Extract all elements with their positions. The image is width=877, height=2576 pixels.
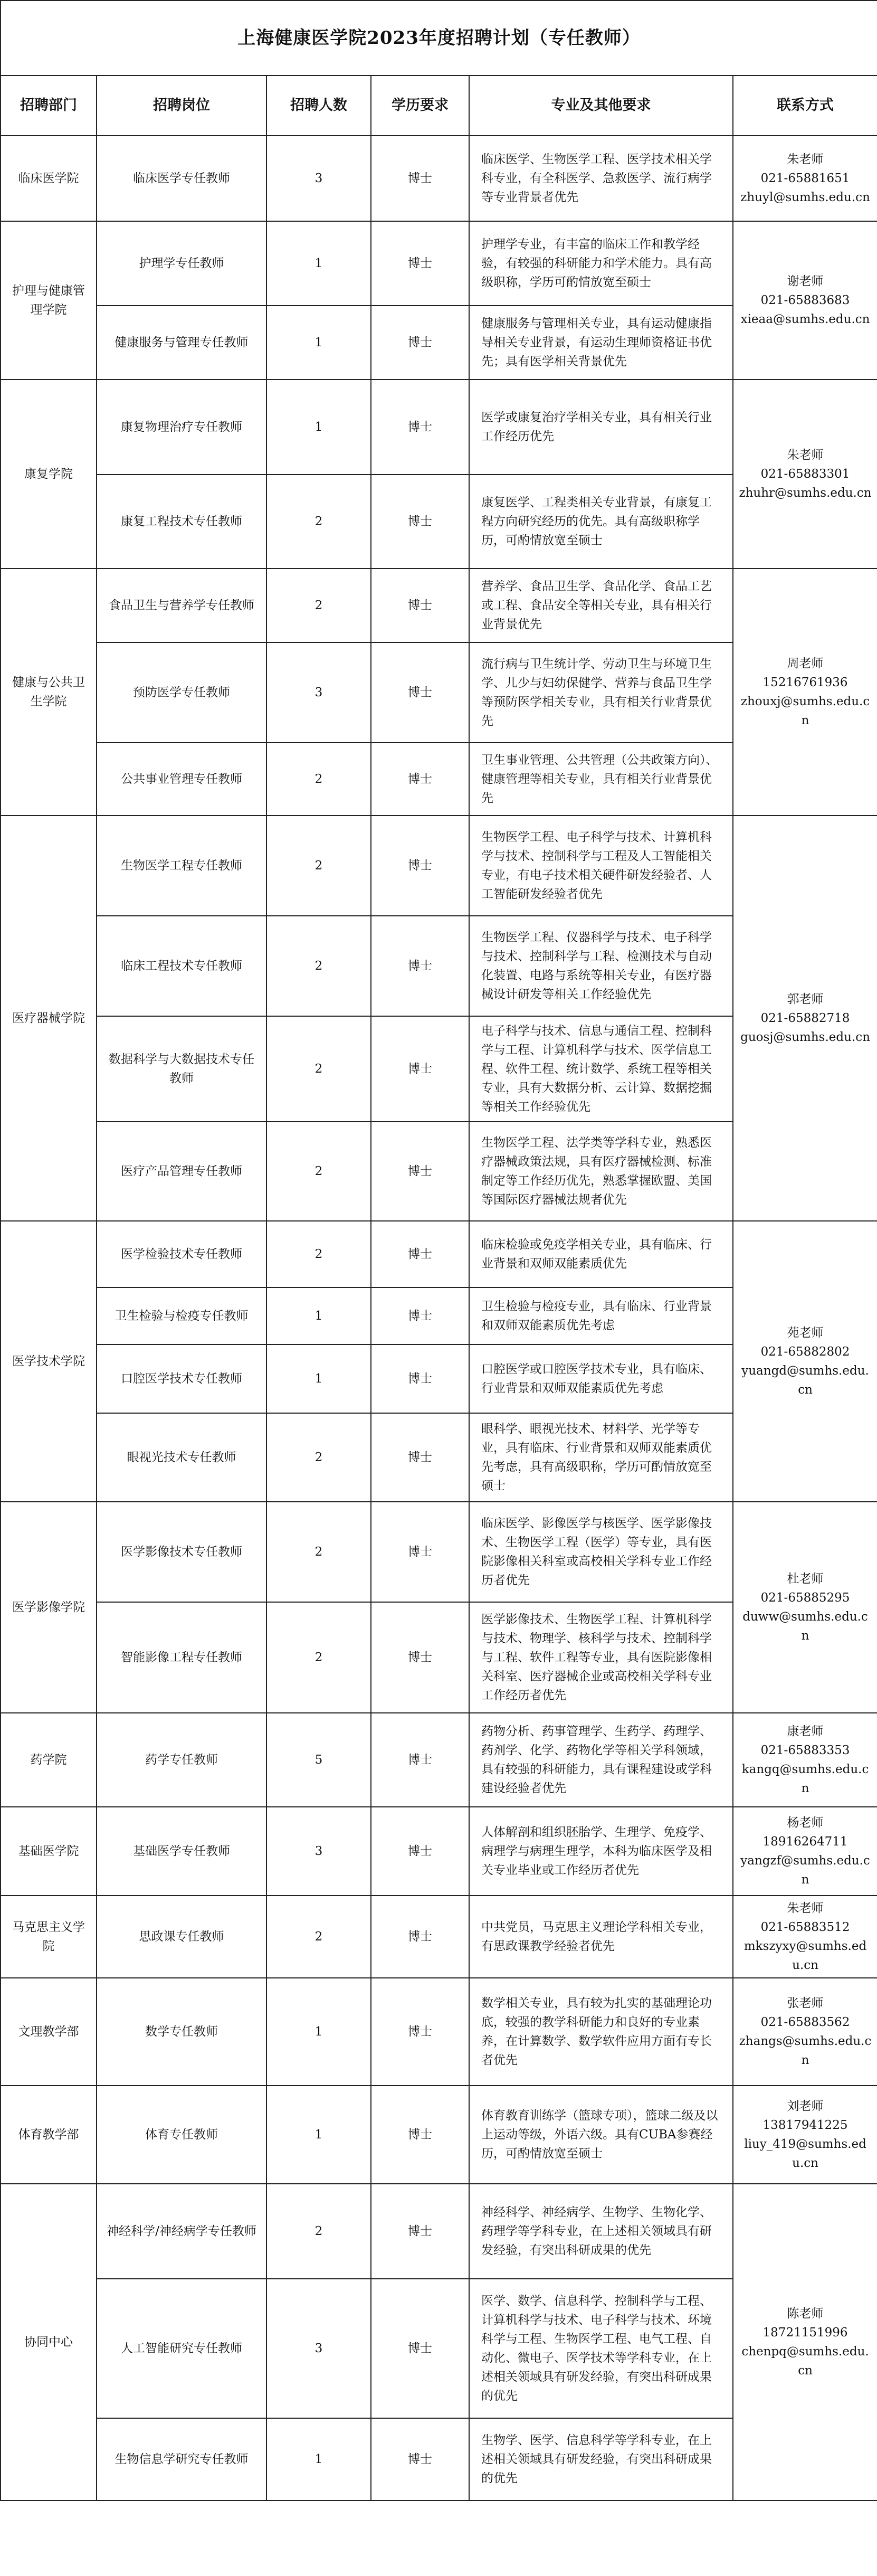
contact-email: zhuyl@sumhs.edu.cn bbox=[740, 191, 870, 204]
edu-cell: 博士 bbox=[371, 569, 469, 642]
dept-cell: 医疗器械学院 bbox=[1, 816, 97, 1221]
post-cell: 生物信息学研究专任教师 bbox=[97, 2418, 266, 2501]
contact-cell bbox=[733, 2086, 877, 2184]
header-contact: 联系方式 bbox=[733, 75, 877, 136]
edu-cell: 博士 bbox=[371, 136, 469, 221]
contact-name: 谢老师 bbox=[787, 274, 824, 288]
edu-cell: 博士 bbox=[371, 743, 469, 816]
requirements-cell: 中共党员，马克思主义理论学科相关专业，有思政课教学经验者优先 bbox=[469, 1896, 733, 1978]
contact-name: 朱老师 bbox=[787, 448, 824, 462]
contact-cell bbox=[733, 1807, 877, 1896]
post-cell: 口腔医学技术专任教师 bbox=[97, 1344, 266, 1413]
contact-cell bbox=[733, 816, 877, 1221]
count-cell: 1 bbox=[266, 2418, 371, 2501]
contact-email: kangq@sumhs.edu.cn bbox=[741, 1763, 869, 1795]
contact-phone: 021-65885295 bbox=[760, 1591, 850, 1605]
edu-cell: 博士 bbox=[371, 2184, 469, 2279]
post-cell: 思政课专任教师 bbox=[97, 1896, 266, 1978]
contact-name: 杜老师 bbox=[787, 1572, 824, 1586]
count-cell: 2 bbox=[266, 569, 371, 642]
contact-cell bbox=[733, 569, 877, 816]
table-row bbox=[1, 2086, 877, 2184]
count-cell: 1 bbox=[266, 306, 371, 380]
edu-cell: 博士 bbox=[371, 642, 469, 743]
requirements-cell: 卫生检验与检疫专业，具有临床、行业背景和双师双能素质优先考虑 bbox=[469, 1287, 733, 1344]
post-cell: 数据科学与大数据技术专任教师 bbox=[97, 1016, 266, 1122]
requirements-cell: 护理学专业，有丰富的临床工作和教学经验，有较强的科研能力和学术能力。具有高级职称，学历可酌情放宽至硕士 bbox=[469, 221, 733, 306]
requirements-cell: 生物医学工程、电子科学与技术、计算机科学与技术、控制科学与工程及人工智能相关专业，有电子技术相关硬件研发经验者、人工智能研发经验者优先 bbox=[469, 816, 733, 916]
contact-email: yuangd@sumhs.edu.cn bbox=[741, 1364, 869, 1397]
requirements-cell: 临床医学、影像医学与核医学、医学影像技术、生物医学工程（医学）等专业，具有医院影像相关科室或高校相关学科专业工作经历者优先 bbox=[469, 1502, 733, 1602]
edu-cell: 博士 bbox=[371, 816, 469, 916]
edu-cell: 博士 bbox=[371, 1016, 469, 1122]
edu-cell: 博士 bbox=[371, 916, 469, 1016]
contact-email: guosj@sumhs.edu.cn bbox=[740, 1030, 870, 1044]
contact-name: 康老师 bbox=[787, 1725, 824, 1738]
header-req: 专业及其他要求 bbox=[469, 75, 733, 136]
edu-cell: 博士 bbox=[371, 1896, 469, 1978]
header-count: 招聘人数 bbox=[266, 75, 371, 136]
table-row bbox=[1, 816, 877, 916]
contact-phone: 15216761936 bbox=[762, 676, 848, 689]
post-cell: 神经科学/神经病学专任教师 bbox=[97, 2184, 266, 2279]
post-cell: 眼视光技术专任教师 bbox=[97, 1413, 266, 1502]
edu-cell: 博士 bbox=[371, 1344, 469, 1413]
edu-cell: 博士 bbox=[371, 380, 469, 475]
edu-cell: 博士 bbox=[371, 1807, 469, 1896]
contact-cell bbox=[733, 1896, 877, 1978]
requirements-cell: 健康服务与管理相关专业，具有运动健康指导相关专业背景，有运动生理师资格证书优先；具有医学相关背景优先 bbox=[469, 306, 733, 380]
contact-cell bbox=[733, 221, 877, 380]
table-row bbox=[1, 1502, 877, 1602]
requirements-cell: 卫生事业管理、公共管理（公共政策方向）、健康管理等相关专业，具有相关行业背景优先 bbox=[469, 743, 733, 816]
count-cell: 2 bbox=[266, 916, 371, 1016]
post-cell: 临床工程技术专任教师 bbox=[97, 916, 266, 1016]
requirements-cell: 电子科学与技术、信息与通信工程、控制科学与工程、计算机科学与技术、医学信息工程、软件工程、统计数学、系统工程等相关专业，具有大数据分析、云计算、数据挖掘等相关工作经验优先 bbox=[469, 1016, 733, 1122]
post-cell: 医疗产品管理专任教师 bbox=[97, 1122, 266, 1221]
post-cell: 食品卫生与营养学专任教师 bbox=[97, 569, 266, 642]
requirements-cell: 眼科学、眼视光技术、材料学、光学等专业，具有临床、行业背景和双师双能素质优先考虑，具有高级职称，学历可酌情放宽至硕士 bbox=[469, 1413, 733, 1502]
count-cell: 2 bbox=[266, 2184, 371, 2279]
count-cell: 2 bbox=[266, 1502, 371, 1602]
edu-cell: 博士 bbox=[371, 1413, 469, 1502]
edu-cell: 博士 bbox=[371, 1122, 469, 1221]
table-row bbox=[1, 221, 877, 306]
contact-email: duww@sumhs.edu.cn bbox=[742, 1610, 868, 1643]
contact-phone: 13817941225 bbox=[762, 2118, 848, 2132]
count-cell: 2 bbox=[266, 1221, 371, 1287]
contact-cell bbox=[733, 136, 877, 221]
contact-phone: 18916264711 bbox=[762, 1835, 848, 1849]
contact-phone: 021-65881651 bbox=[760, 172, 850, 185]
requirements-cell: 营养学、食品卫生学、食品化学、食品工艺或工程、食品安全等相关专业，具有相关行业背景优先 bbox=[469, 569, 733, 642]
contact-email: mkszyxy@sumhs.edu.cn bbox=[743, 1939, 867, 1972]
count-cell: 1 bbox=[266, 1344, 371, 1413]
edu-cell: 博士 bbox=[371, 1287, 469, 1344]
requirements-cell: 数学相关专业，具有较为扎实的基础理论功底，较强的教学科研能力和良好的专业素养，在计算数学、数学软件应用方面有专长者优先 bbox=[469, 1978, 733, 2086]
table-row bbox=[1, 136, 877, 221]
contact-phone: 021-65882802 bbox=[760, 1345, 850, 1359]
post-cell: 药学专任教师 bbox=[97, 1713, 266, 1807]
dept-cell: 康复学院 bbox=[1, 380, 97, 569]
dept-cell: 基础医学院 bbox=[1, 1807, 97, 1896]
requirements-cell: 口腔医学或口腔医学技术专业，具有临床、行业背景和双师双能素质优先考虑 bbox=[469, 1344, 733, 1413]
contact-email: chenpq@sumhs.edu.cn bbox=[741, 2345, 869, 2378]
dept-cell: 马克思主义学院 bbox=[1, 1896, 97, 1978]
contact-name: 朱老师 bbox=[787, 1901, 824, 1915]
post-cell: 康复物理治疗专任教师 bbox=[97, 380, 266, 475]
post-cell: 基础医学专任教师 bbox=[97, 1807, 266, 1896]
count-cell: 2 bbox=[266, 1413, 371, 1502]
count-cell: 5 bbox=[266, 1713, 371, 1807]
table-row bbox=[1, 1978, 877, 2086]
post-cell: 公共事业管理专任教师 bbox=[97, 743, 266, 816]
contact-name: 郭老师 bbox=[787, 992, 824, 1006]
post-cell: 医学影像技术专任教师 bbox=[97, 1502, 266, 1602]
edu-cell: 博士 bbox=[371, 1713, 469, 1807]
table-row bbox=[1, 2184, 877, 2279]
header-post: 招聘岗位 bbox=[97, 75, 266, 136]
requirements-cell: 体育教育训练学（篮球专项），篮球二级及以上运动等级，外语六级。具有CUBA参赛经历，可酌情放宽至硕士 bbox=[469, 2086, 733, 2184]
count-cell: 1 bbox=[266, 380, 371, 475]
requirements-cell: 医学、数学、信息科学、控制科学与工程、计算机科学与技术、电子科学与技术、环境科学与工程、生物医学工程、电气工程、自动化、微电子、医学技术等学科专业，在上述相关领域具有研发经验，有突出科研成果的优先 bbox=[469, 2279, 733, 2418]
requirements-cell: 康复医学、工程类相关专业背景，有康复工程方向研究经历的优先。具有高级职称学历，可酌情放宽至硕士 bbox=[469, 475, 733, 569]
table-row bbox=[1, 1713, 877, 1807]
contact-email: liuy_419@sumhs.edu.cn bbox=[744, 2137, 866, 2170]
table-row bbox=[1, 1221, 877, 1287]
dept-cell: 临床医学院 bbox=[1, 136, 97, 221]
requirements-cell: 神经科学、神经病学、生物学、生物化学、药理学等学科专业，在上述相关领域具有研发经验，有突出科研成果的优先 bbox=[469, 2184, 733, 2279]
post-cell: 人工智能研究专任教师 bbox=[97, 2279, 266, 2418]
dept-cell: 文理教学部 bbox=[1, 1978, 97, 2086]
dept-cell: 护理与健康管理学院 bbox=[1, 221, 97, 380]
edu-cell: 博士 bbox=[371, 221, 469, 306]
table-row bbox=[1, 1807, 877, 1896]
dept-cell: 药学院 bbox=[1, 1713, 97, 1807]
count-cell: 2 bbox=[266, 1896, 371, 1978]
post-cell: 临床医学专任教师 bbox=[97, 136, 266, 221]
count-cell: 2 bbox=[266, 475, 371, 569]
post-cell: 体育专任教师 bbox=[97, 2086, 266, 2184]
edu-cell: 博士 bbox=[371, 1978, 469, 2086]
edu-cell: 博士 bbox=[371, 1502, 469, 1602]
contact-email: zhangs@sumhs.edu.cn bbox=[739, 2034, 872, 2067]
edu-cell: 博士 bbox=[371, 306, 469, 380]
post-cell: 医学检验技术专任教师 bbox=[97, 1221, 266, 1287]
count-cell: 3 bbox=[266, 1807, 371, 1896]
post-cell: 护理学专任教师 bbox=[97, 221, 266, 306]
dept-cell: 医学技术学院 bbox=[1, 1221, 97, 1502]
dept-cell: 协同中心 bbox=[1, 2184, 97, 2501]
edu-cell: 博士 bbox=[371, 475, 469, 569]
post-cell: 康复工程技术专任教师 bbox=[97, 475, 266, 569]
contact-phone: 021-65882718 bbox=[760, 1011, 850, 1025]
requirements-cell: 生物医学工程、仪器科学与技术、电子科学与技术、控制科学与工程、检测技术与自动化装置、电路与系统等相关专业，有医疗器械设计研发等相关工作经验优先 bbox=[469, 916, 733, 1016]
count-cell: 1 bbox=[266, 1287, 371, 1344]
requirements-cell: 医学影像技术、生物医学工程、计算机科学与技术、物理学、核科学与技术、控制科学与工程、软件工程等专业，具有医院影像相关科室、医疗器械企业或高校相关学科专业工作经历者优先 bbox=[469, 1602, 733, 1713]
dept-cell: 医学影像学院 bbox=[1, 1502, 97, 1713]
count-cell: 1 bbox=[266, 1978, 371, 2086]
contact-email: zhouxj@sumhs.edu.cn bbox=[740, 695, 870, 727]
post-cell: 卫生检验与检疫专任教师 bbox=[97, 1287, 266, 1344]
requirements-cell: 流行病与卫生统计学、劳动卫生与环境卫生学、儿少与妇幼保健学、营养与食品卫生学等预防医学相关专业，具有相关行业背景优先 bbox=[469, 642, 733, 743]
contact-cell bbox=[733, 1221, 877, 1502]
contact-name: 刘老师 bbox=[787, 2099, 824, 2113]
requirements-cell: 人体解剖和组织胚胎学、生理学、免疫学、病理学与病理生理学，本科为临床医学及相关专业毕业或工作经历者优先 bbox=[469, 1807, 733, 1896]
header-dept: 招聘部门 bbox=[1, 75, 97, 136]
edu-cell: 博士 bbox=[371, 2418, 469, 2501]
edu-cell: 博士 bbox=[371, 1602, 469, 1713]
requirements-cell: 生物医学工程、法学类等学科专业，熟悉医疗器械政策法规，具有医疗器械检测、标准制定等工作经历优先，熟悉掌握欧盟、美国等国际医疗器械法规者优先 bbox=[469, 1122, 733, 1221]
count-cell: 2 bbox=[266, 1122, 371, 1221]
contact-email: xieaa@sumhs.edu.cn bbox=[740, 312, 870, 326]
edu-cell: 博士 bbox=[371, 1221, 469, 1287]
edu-cell: 博士 bbox=[371, 2086, 469, 2184]
count-cell: 3 bbox=[266, 642, 371, 743]
table-body bbox=[1, 136, 877, 2501]
post-cell: 数学专任教师 bbox=[97, 1978, 266, 2086]
header-edu: 学历要求 bbox=[371, 75, 469, 136]
page-title: 上海健康医学院2023年度招聘计划（专任教师） bbox=[1, 1, 877, 75]
contact-email: zhuhr@sumhs.edu.cn bbox=[739, 486, 872, 500]
post-cell: 智能影像工程专任教师 bbox=[97, 1602, 266, 1713]
title-row bbox=[1, 1, 877, 75]
requirements-cell: 临床医学、生物医学工程、医学技术相关学科专业，有全科医学、急救医学、流行病学等专业背景者优先 bbox=[469, 136, 733, 221]
count-cell: 3 bbox=[266, 2279, 371, 2418]
count-cell: 3 bbox=[266, 136, 371, 221]
requirements-cell: 药物分析、药事管理学、生药学、药理学、药剂学、化学、药物化学等相关学科领域，具有较强的科研能力，具有课程建设或学科建设经验者优先 bbox=[469, 1713, 733, 1807]
contact-cell bbox=[733, 1713, 877, 1807]
contact-phone: 021-65883512 bbox=[760, 1920, 850, 1934]
contact-phone: 021-65883562 bbox=[760, 2015, 850, 2029]
contact-name: 张老师 bbox=[787, 1996, 824, 2010]
count-cell: 2 bbox=[266, 1602, 371, 1713]
requirements-cell: 医学或康复治疗学相关专业，具有相关行业工作经历优先 bbox=[469, 380, 733, 475]
table-row bbox=[1, 569, 877, 642]
count-cell: 1 bbox=[266, 2086, 371, 2184]
post-cell: 健康服务与管理专任教师 bbox=[97, 306, 266, 380]
count-cell: 2 bbox=[266, 816, 371, 916]
contact-name: 杨老师 bbox=[787, 1816, 824, 1830]
contact-cell bbox=[733, 380, 877, 569]
table-row bbox=[1, 1896, 877, 1978]
contact-phone: 021-65883683 bbox=[760, 293, 850, 307]
contact-phone: 021-65883353 bbox=[760, 1744, 850, 1757]
contact-name: 周老师 bbox=[787, 657, 824, 670]
header-row bbox=[1, 75, 877, 136]
contact-phone: 021-65883301 bbox=[760, 467, 850, 481]
post-cell: 生物医学工程专任教师 bbox=[97, 816, 266, 916]
contact-cell bbox=[733, 2184, 877, 2501]
contact-cell bbox=[733, 1502, 877, 1713]
requirements-cell: 生物学、医学、信息科学等学科专业，在上述相关领域具有研发经验，有突出科研成果的优先 bbox=[469, 2418, 733, 2501]
dept-cell: 体育教学部 bbox=[1, 2086, 97, 2184]
edu-cell: 博士 bbox=[371, 2279, 469, 2418]
count-cell: 1 bbox=[266, 221, 371, 306]
count-cell: 2 bbox=[266, 1016, 371, 1122]
contact-phone: 18721151996 bbox=[762, 2326, 848, 2340]
contact-cell bbox=[733, 1978, 877, 2086]
contact-name: 苑老师 bbox=[787, 1326, 824, 1340]
contact-name: 陈老师 bbox=[787, 2307, 824, 2321]
post-cell: 预防医学专任教师 bbox=[97, 642, 266, 743]
contact-email: yangzf@sumhs.edu.cn bbox=[740, 1854, 870, 1887]
requirements-cell: 临床检验或免疫学相关专业，具有临床、行业背景和双师双能素质优先 bbox=[469, 1221, 733, 1287]
contact-name: 朱老师 bbox=[787, 153, 824, 166]
dept-cell: 健康与公共卫生学院 bbox=[1, 569, 97, 816]
count-cell: 2 bbox=[266, 743, 371, 816]
table-row bbox=[1, 380, 877, 475]
